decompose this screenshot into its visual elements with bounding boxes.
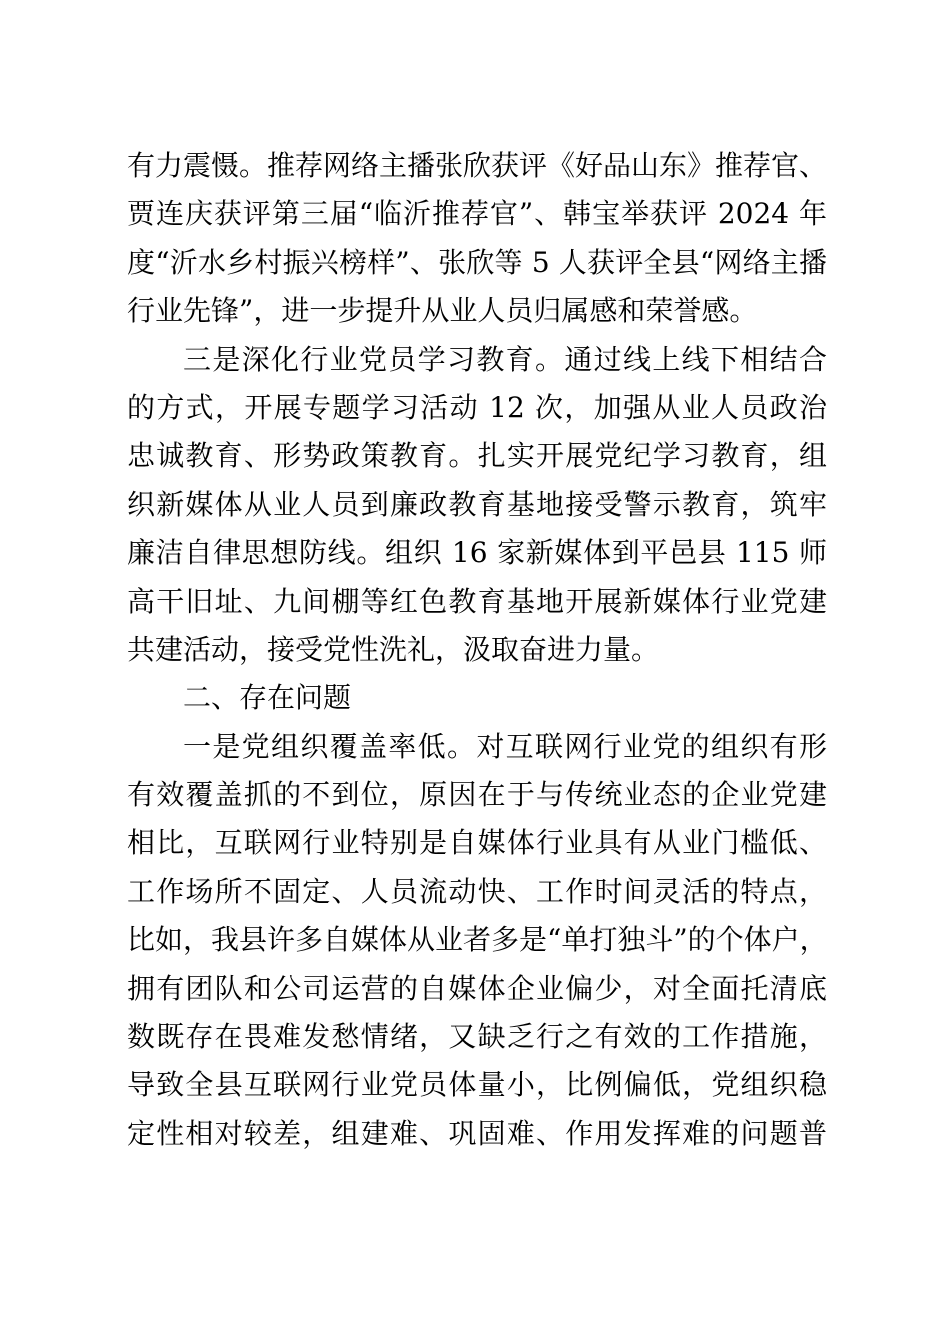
text-line-3: 度“沂水乡村振兴榜样”、张欣等 5 人获评全县“网络主播	[127, 245, 827, 279]
text-line-17: 比如，我县许多自媒体从业者多是“单打独斗”的个体户，	[127, 923, 828, 957]
text-line-2: 贾连庆获评第三届“临沂推荐官”、韩宝举获评 2024 年	[127, 197, 827, 231]
text-line-11: 共建活动，接受党性洗礼，汲取奋进力量。	[127, 632, 660, 666]
text-line-19: 数既存在畏难发愁情绪，又缺乏行之有效的工作措施，	[127, 1020, 827, 1054]
text-line-9: 廉洁自律思想防线。组织 16 家新媒体到平邑县 115 师	[127, 536, 827, 570]
text-line-15: 相比，互联网行业特别是自媒体行业具有从业门槛低、	[127, 826, 827, 860]
document-body	[127, 142, 827, 1158]
text-line-21: 定性相对较差，组建难、巩固难、作用发挥难的问题普	[127, 1116, 827, 1150]
section-heading: 二、存在问题	[183, 681, 352, 715]
text-line-6: 的方式，开展专题学习活动 12 次，加强从业人员政治	[127, 390, 827, 424]
text-line-13: 一是党组织覆盖率低。对互联网行业党的组织有形	[183, 729, 827, 763]
text-line-1: 有力震慑。推荐网络主播张欣获评《好品山东》推荐官、	[127, 149, 828, 182]
text-line-16: 工作场所不固定、人员流动快、工作时间灵活的特点，	[127, 874, 827, 908]
text-line-8: 织新媒体从业人员到廉政教育基地接受警示教育，筑牢	[127, 487, 827, 521]
text-line-14: 有效覆盖抓的不到位，原因在于与传统业态的企业党建	[127, 778, 827, 812]
text-line-20: 导致全县互联网行业党员体量小，比例偏低，党组织稳	[127, 1068, 827, 1102]
text-line-4: 行业先锋”，进一步提升从业人员归属感和荣誉感。	[127, 294, 758, 328]
text-line-18: 拥有团队和公司运营的自媒体企业偏少，对全面托清底	[127, 971, 827, 1005]
text-line-10: 高干旧址、九间棚等红色教育基地开展新媒体行业党建	[127, 584, 827, 618]
text-line-5: 三是深化行业党员学习教育。通过线上线下相结合	[183, 342, 827, 376]
text-line-7: 忠诚教育、形势政策教育。扎实开展党纪学习教育，组	[127, 439, 827, 473]
